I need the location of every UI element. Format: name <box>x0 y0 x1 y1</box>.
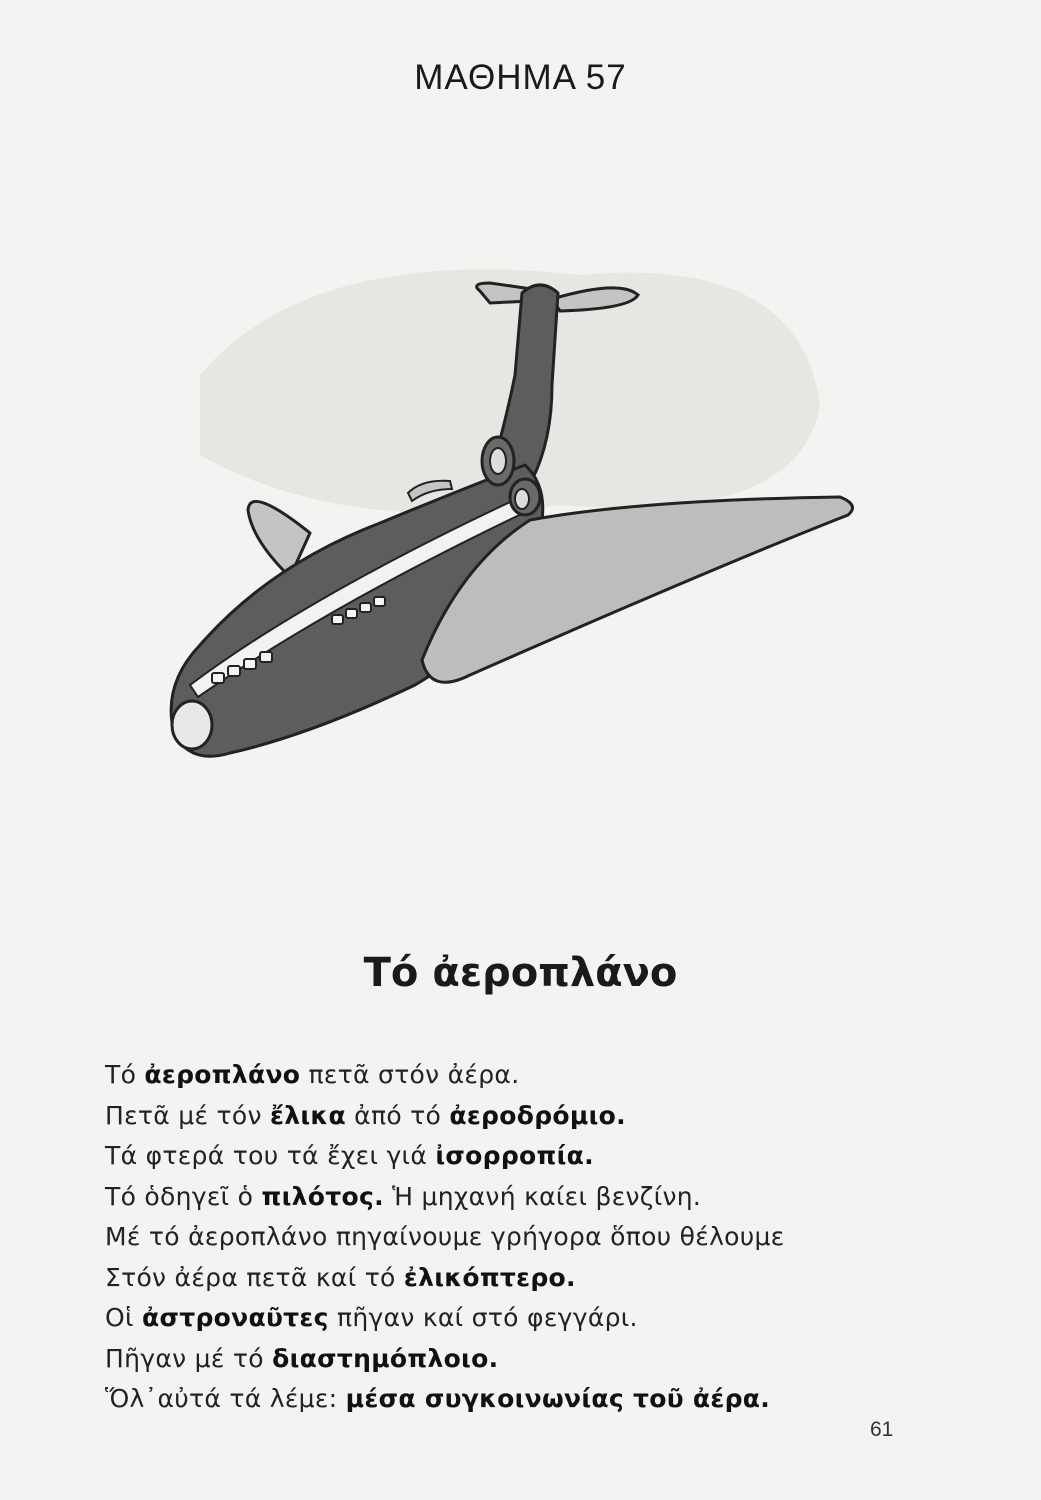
lesson-title: ΜΑΘΗΜΑ 57 <box>414 58 627 97</box>
story-text-run: Ἡ μηχανή καίει βενζίνη. <box>383 1181 702 1211</box>
bold-term: ἰσορροπία. <box>435 1141 594 1170</box>
story-text-run: Τό ὁδηγεῖ ὁ <box>105 1181 262 1211</box>
story-text-run: πετᾶ στόν ἀέρα. <box>300 1060 520 1089</box>
story-text-run: Ὅλ᾽αὐτά τά λέμε: <box>105 1384 346 1413</box>
story-text-run: Πῆγαν μέ τό <box>105 1343 273 1373</box>
story-line <box>105 1217 925 1258</box>
story-text-run: Μέ τό ἀεροπλάνο πηγαίνουμε γρήγορα ὅπου θέλουμε <box>105 1222 785 1251</box>
nose-cone <box>172 701 212 749</box>
story-line <box>105 1136 925 1177</box>
bold-term: ἀστροναῦτες <box>141 1303 329 1332</box>
bold-term: ἀεροπλάνο <box>144 1060 301 1089</box>
story-line <box>105 1339 925 1380</box>
story-line <box>105 1298 925 1339</box>
engine-upper-intake <box>490 448 506 474</box>
story-text-run: Στόν ἀέρα πετᾶ καί τό <box>105 1262 404 1292</box>
story-line <box>105 1258 925 1299</box>
airplane-illustration <box>160 265 880 825</box>
story-text <box>105 1055 925 1420</box>
engine-lower-intake <box>515 489 529 509</box>
story-text-run: Οἱ <box>105 1303 142 1332</box>
story-text-run: πῆγαν καί στό φεγγάρι. <box>328 1303 638 1332</box>
story-text-run: Τό <box>105 1060 145 1089</box>
bold-term: πιλότος. <box>261 1181 384 1211</box>
story-line <box>105 1055 925 1096</box>
story-text-run: Πετᾶ μέ τόν <box>105 1100 271 1130</box>
story-line <box>105 1379 925 1420</box>
story-text-run: ἀπό τό <box>345 1100 450 1130</box>
bold-term: διαστημόπλοιο. <box>272 1343 499 1373</box>
bold-term: ἀεροδρόμιο. <box>449 1100 626 1130</box>
story-text-run: Τά φτερά του τά ἔχει γιά <box>105 1141 436 1170</box>
story-line <box>105 1177 925 1218</box>
bold-term: ἐλικόπτερο. <box>403 1262 576 1292</box>
story-title: Τό ἀεροπλάνο <box>363 950 678 996</box>
page-number: 61 <box>870 1418 894 1441</box>
bold-term: μέσα συγκοινωνίας τοῦ ἀέρα. <box>345 1384 771 1413</box>
story-line <box>105 1096 925 1137</box>
bold-term: ἔλικα <box>270 1100 346 1130</box>
